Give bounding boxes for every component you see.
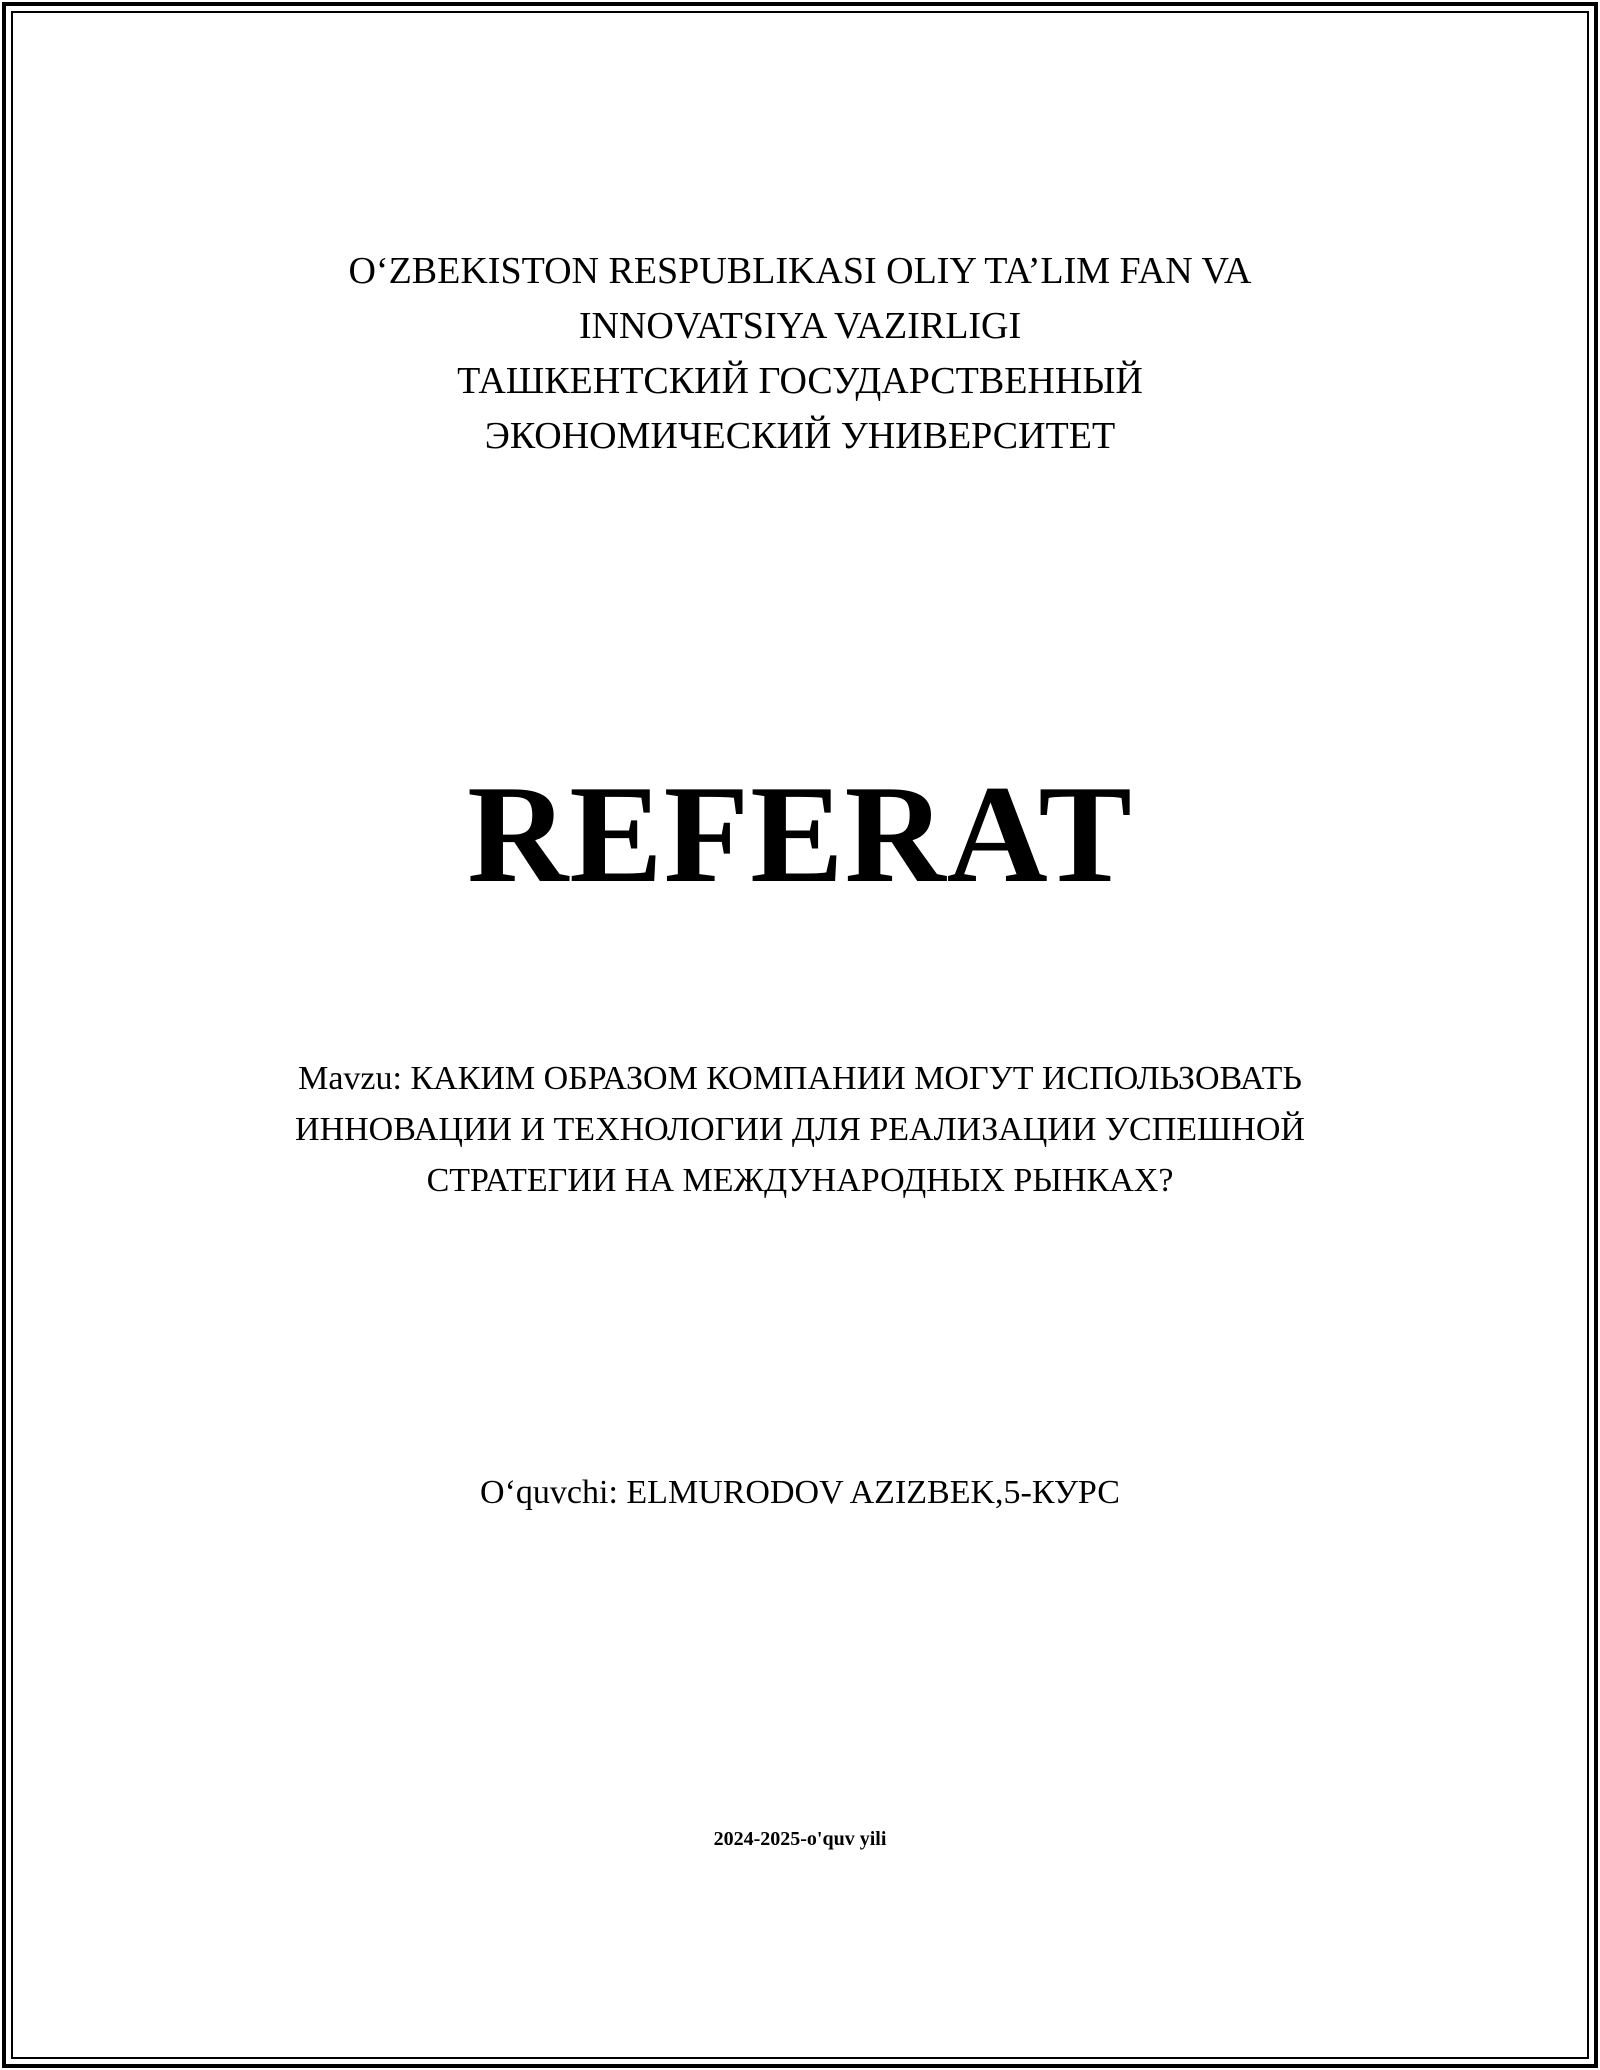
document-title: REFERAT [467, 757, 1133, 912]
topic-line: ИННОВАЦИИ И ТЕХНОЛОГИИ ДЛЯ РЕАЛИЗАЦИИ УСПЕШНОЙ [295, 1111, 1305, 1148]
ministry-header [0, 244, 1600, 464]
header-line: ТАШКЕНТСКИЙ ГОСУДАРСТВЕННЫЙ [457, 360, 1143, 402]
header-line: O‘ZBEKISTON RESPUBLIKASI OLIY TA’LIM FAN VA [348, 250, 1252, 292]
header-line: INNOVATSIYA VAZIRLIGI [578, 305, 1022, 347]
header-line: ЭКОНОМИЧЕСКИЙ УНИВЕРСИТЕТ [484, 415, 1116, 457]
topic-line: СТРАТЕГИИ НА МЕЖДУНАРОДНЫХ РЫНКАХ? [426, 1162, 1174, 1199]
topic-line: Mavzu: КАКИМ ОБРАЗОМ КОМПАНИИ МОГУТ ИСПОЛЬЗОВАТЬ [298, 1060, 1302, 1097]
topic-text [0, 1053, 1600, 1206]
academic-year: 2024-2025-o'quv yili [713, 1828, 887, 1850]
student-line: O‘quvchi: ELMURODOV AZIZBEK,5-КУРС [480, 1474, 1120, 1511]
